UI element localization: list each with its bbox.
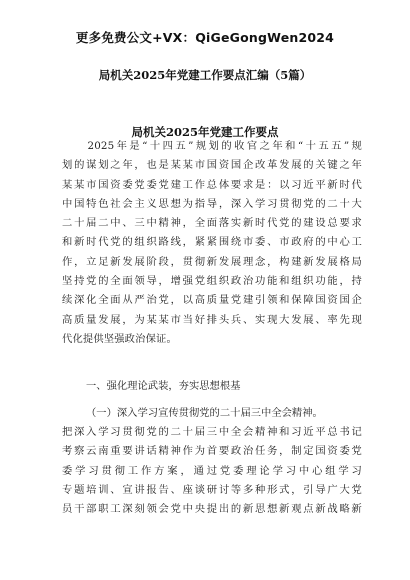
heading-level-2: （一）深入学习宣传贯彻党的二十届三中全会精神。 [86,407,323,419]
text-line: 作，立足新发展阶段，贯彻新发展理念，构建新发展格局 [62,255,362,268]
text-line: 续深化全面从严治党，以高质量党建引领和保障国资国企 [62,294,362,307]
text-line: 中国特色社会主义思想为指导，深入学习贯彻党的二十大 [62,197,362,210]
intro-paragraph [62,137,362,349]
body-paragraph [62,423,362,519]
text-line: 考察云南重要讲话精神作为首要政治任务，制定国资委党 [62,445,362,458]
promo-banner: 更多免费公文+VX：QiGeGongWen2024 [75,30,335,45]
heading-level-1: 一、强化理论武装，夯实思想根基 [86,380,241,392]
text-line: 某某市国资委党委党建工作总体要求是：以习近平新时代 [62,178,362,191]
text-line: 坚持党的全面领导，增强党组织政治功能和组织功能，持 [62,275,362,288]
text-line: 员干部职工深刻领会党中央提出的新思想新观点新战略新 [62,503,362,516]
text-line: 高质量发展，为某某市当好排头兵、实现大发展、率先现 [62,313,362,326]
text-line: 委学习贯彻工作方案，通过党委理论学习中心组学习 [62,464,362,477]
document-title: 局机关2025年党建工作要点汇编（5篇） [98,68,312,82]
text-line: 和新时代党的组织路线，紧紧围绕市委、市政府的中心工 [62,236,362,249]
text-line: 把深入学习贯彻党的二十届三中全会精神和习近平总书记 [62,426,362,438]
text-line: 二十届二中、三中精神，全面落实新时代党的建设总要求 [62,217,362,230]
text-line: 代化提供坚强政治保证。 [62,332,177,345]
text-line: 划的谋划之年，也是某某市国资国企改革发展的关键之年 [62,159,362,172]
text-line: 2025年是“十四五”规划的收官之年和“十五五”规 [62,140,362,152]
section-title: 局机关2025年党建工作要点 [131,125,279,139]
text-line: 专题培训、宣讲报告、座谈研讨等多种形式，引导广大党 [62,483,362,496]
